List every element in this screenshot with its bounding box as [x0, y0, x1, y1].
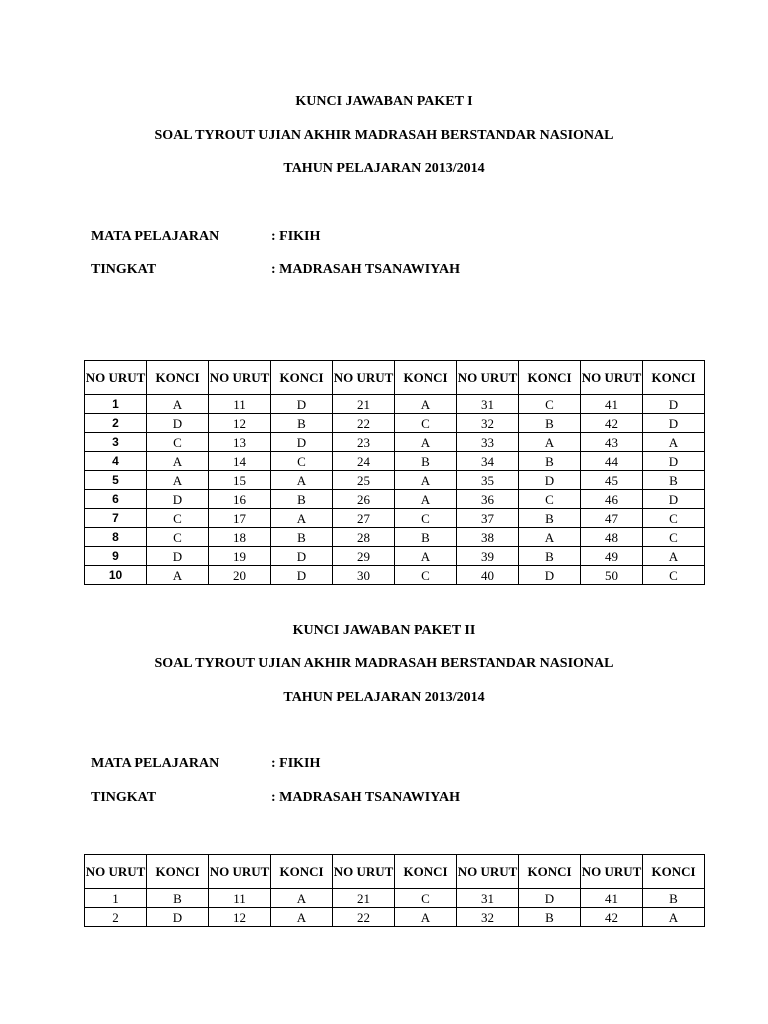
answer-key-cell: B — [519, 509, 581, 528]
answer-key-cell: C — [519, 395, 581, 414]
paket2-title: KUNCI JAWABAN PAKET II — [292, 623, 476, 638]
answer-key-cell: B — [519, 414, 581, 433]
answer-key-cell: D — [147, 490, 209, 509]
table-row — [85, 566, 705, 585]
question-number-cell: 29 — [333, 547, 395, 566]
answer-key-cell: A — [519, 433, 581, 452]
question-number-cell: 21 — [333, 889, 395, 908]
answer-key-cell: B — [147, 889, 209, 908]
question-number-cell: 12 — [209, 908, 271, 927]
table-header-row — [85, 361, 705, 395]
column-header-no-urut: NO URUT — [85, 855, 147, 889]
question-number-cell: 6 — [85, 490, 147, 509]
answer-key-cell: A — [395, 471, 457, 490]
table-row — [85, 433, 705, 452]
answer-key-cell: A — [271, 509, 333, 528]
answer-key-cell: D — [271, 395, 333, 414]
paket2-subject-label: MATA PELAJARAN — [91, 756, 220, 771]
question-number-cell: 38 — [457, 528, 519, 547]
question-number-cell: 32 — [457, 414, 519, 433]
column-header-konci: KONCI — [395, 361, 457, 395]
question-number-cell: 1 — [85, 889, 147, 908]
answer-key-cell: C — [643, 566, 705, 585]
paket1-year: TAHUN PELAJARAN 2013/2014 — [283, 161, 485, 176]
question-number-cell: 50 — [581, 566, 643, 585]
answer-key-cell: B — [643, 889, 705, 908]
question-number-cell: 2 — [85, 414, 147, 433]
answer-key-cell: C — [395, 414, 457, 433]
paket2-level-label: TINGKAT — [91, 790, 157, 805]
column-header-konci: KONCI — [147, 855, 209, 889]
answer-key-cell: D — [643, 414, 705, 433]
answer-key-cell: C — [643, 509, 705, 528]
answer-key-cell: D — [147, 414, 209, 433]
question-number-cell: 44 — [581, 452, 643, 471]
answer-key-cell: C — [395, 509, 457, 528]
question-number-cell: 4 — [85, 452, 147, 471]
question-number-cell: 18 — [209, 528, 271, 547]
answer-key-cell: D — [643, 452, 705, 471]
question-number-cell: 27 — [333, 509, 395, 528]
question-number-cell: 10 — [85, 566, 147, 585]
answer-key-cell: A — [395, 908, 457, 927]
question-number-cell: 14 — [209, 452, 271, 471]
column-header-no-urut: NO URUT — [581, 855, 643, 889]
answer-key-cell: D — [519, 889, 581, 908]
answer-key-cell: A — [395, 395, 457, 414]
answer-key-cell: A — [395, 547, 457, 566]
question-number-cell: 34 — [457, 452, 519, 471]
question-number-cell: 11 — [209, 395, 271, 414]
answer-key-cell: A — [147, 395, 209, 414]
answer-key-cell: A — [271, 471, 333, 490]
answer-key-cell: B — [519, 452, 581, 471]
question-number-cell: 41 — [581, 889, 643, 908]
answer-key-cell: C — [147, 433, 209, 452]
question-number-cell: 46 — [581, 490, 643, 509]
question-number-cell: 23 — [333, 433, 395, 452]
answer-key-cell: A — [147, 452, 209, 471]
answer-key-cell: A — [643, 908, 705, 927]
question-number-cell: 24 — [333, 452, 395, 471]
question-number-cell: 36 — [457, 490, 519, 509]
question-number-cell: 15 — [209, 471, 271, 490]
question-number-cell: 16 — [209, 490, 271, 509]
question-number-cell: 5 — [85, 471, 147, 490]
column-header-no-urut: NO URUT — [333, 855, 395, 889]
answer-key-cell: A — [271, 908, 333, 927]
question-number-cell: 47 — [581, 509, 643, 528]
question-number-cell: 12 — [209, 414, 271, 433]
paket2-answer-table — [84, 854, 705, 927]
table-row — [85, 414, 705, 433]
column-header-no-urut: NO URUT — [457, 855, 519, 889]
paket2-year: TAHUN PELAJARAN 2013/2014 — [283, 690, 485, 705]
paket1-answer-table — [84, 360, 705, 585]
paket1-level-value: : MADRASAH TSANAWIYAH — [271, 262, 461, 277]
question-number-cell: 21 — [333, 395, 395, 414]
question-number-cell: 28 — [333, 528, 395, 547]
question-number-cell: 48 — [581, 528, 643, 547]
answer-key-cell: A — [519, 528, 581, 547]
paket2-subtitle: SOAL TYROUT UJIAN AKHIR MADRASAH BERSTANDAR NASIONAL — [154, 656, 614, 671]
question-number-cell: 1 — [85, 395, 147, 414]
question-number-cell: 13 — [209, 433, 271, 452]
table-header-row — [85, 855, 705, 889]
answer-key-cell: D — [147, 908, 209, 927]
question-number-cell: 2 — [85, 908, 147, 927]
table-row — [85, 889, 705, 908]
paket1-title: KUNCI JAWABAN PAKET I — [295, 94, 473, 109]
column-header-no-urut: NO URUT — [85, 361, 147, 395]
column-header-konci: KONCI — [643, 855, 705, 889]
question-number-cell: 17 — [209, 509, 271, 528]
question-number-cell: 42 — [581, 908, 643, 927]
column-header-konci: KONCI — [271, 855, 333, 889]
table-row — [85, 528, 705, 547]
answer-key-cell: A — [395, 490, 457, 509]
question-number-cell: 9 — [85, 547, 147, 566]
answer-key-cell: B — [643, 471, 705, 490]
table-row — [85, 395, 705, 414]
question-number-cell: 26 — [333, 490, 395, 509]
question-number-cell: 40 — [457, 566, 519, 585]
column-header-no-urut: NO URUT — [581, 361, 643, 395]
paket1-subject-label: MATA PELAJARAN — [91, 229, 220, 244]
question-number-cell: 42 — [581, 414, 643, 433]
answer-key-cell: A — [147, 566, 209, 585]
question-number-cell: 8 — [85, 528, 147, 547]
question-number-cell: 39 — [457, 547, 519, 566]
answer-key-cell: C — [395, 566, 457, 585]
answer-key-cell: D — [271, 433, 333, 452]
answer-key-cell: B — [271, 528, 333, 547]
column-header-no-urut: NO URUT — [209, 855, 271, 889]
answer-key-cell: B — [519, 547, 581, 566]
column-header-no-urut: NO URUT — [457, 361, 519, 395]
answer-key-cell: C — [519, 490, 581, 509]
question-number-cell: 22 — [333, 908, 395, 927]
answer-key-cell: B — [271, 414, 333, 433]
answer-key-cell: C — [147, 509, 209, 528]
question-number-cell: 35 — [457, 471, 519, 490]
table-row — [85, 452, 705, 471]
answer-key-cell: B — [395, 452, 457, 471]
question-number-cell: 7 — [85, 509, 147, 528]
table-row — [85, 471, 705, 490]
column-header-konci: KONCI — [395, 855, 457, 889]
paket1-level-label: TINGKAT — [91, 262, 157, 277]
question-number-cell: 30 — [333, 566, 395, 585]
question-number-cell: 43 — [581, 433, 643, 452]
question-number-cell: 25 — [333, 471, 395, 490]
table-row — [85, 509, 705, 528]
question-number-cell: 32 — [457, 908, 519, 927]
column-header-konci: KONCI — [643, 361, 705, 395]
question-number-cell: 19 — [209, 547, 271, 566]
paket2-level-value: : MADRASAH TSANAWIYAH — [271, 790, 461, 805]
answer-key-cell: D — [643, 395, 705, 414]
question-number-cell: 41 — [581, 395, 643, 414]
answer-key-cell: A — [643, 433, 705, 452]
answer-key-cell: D — [271, 547, 333, 566]
answer-key-cell: A — [395, 433, 457, 452]
paket1-subject-value: : FIKIH — [271, 229, 321, 244]
answer-key-cell: D — [271, 566, 333, 585]
question-number-cell: 45 — [581, 471, 643, 490]
answer-key-cell: D — [519, 471, 581, 490]
column-header-no-urut: NO URUT — [333, 361, 395, 395]
answer-key-cell: A — [147, 471, 209, 490]
answer-key-cell: D — [643, 490, 705, 509]
paket2-subject-value: : FIKIH — [271, 756, 321, 771]
column-header-no-urut: NO URUT — [209, 361, 271, 395]
column-header-konci: KONCI — [519, 855, 581, 889]
question-number-cell: 49 — [581, 547, 643, 566]
answer-key-cell: D — [519, 566, 581, 585]
table-row — [85, 490, 705, 509]
table-row — [85, 908, 705, 927]
question-number-cell: 20 — [209, 566, 271, 585]
answer-key-cell: B — [519, 908, 581, 927]
question-number-cell: 33 — [457, 433, 519, 452]
answer-key-cell: C — [147, 528, 209, 547]
column-header-konci: KONCI — [519, 361, 581, 395]
answer-key-cell: C — [643, 528, 705, 547]
column-header-konci: KONCI — [271, 361, 333, 395]
answer-key-cell: C — [271, 452, 333, 471]
answer-key-cell: B — [395, 528, 457, 547]
answer-key-cell: A — [271, 889, 333, 908]
question-number-cell: 31 — [457, 395, 519, 414]
answer-key-cell: B — [271, 490, 333, 509]
question-number-cell: 3 — [85, 433, 147, 452]
answer-key-cell: C — [395, 889, 457, 908]
question-number-cell: 11 — [209, 889, 271, 908]
table-row — [85, 547, 705, 566]
question-number-cell: 22 — [333, 414, 395, 433]
answer-key-cell: D — [147, 547, 209, 566]
question-number-cell: 31 — [457, 889, 519, 908]
paket1-subtitle: SOAL TYROUT UJIAN AKHIR MADRASAH BERSTANDAR NASIONAL — [154, 128, 614, 143]
question-number-cell: 37 — [457, 509, 519, 528]
column-header-konci: KONCI — [147, 361, 209, 395]
answer-key-cell: A — [643, 547, 705, 566]
